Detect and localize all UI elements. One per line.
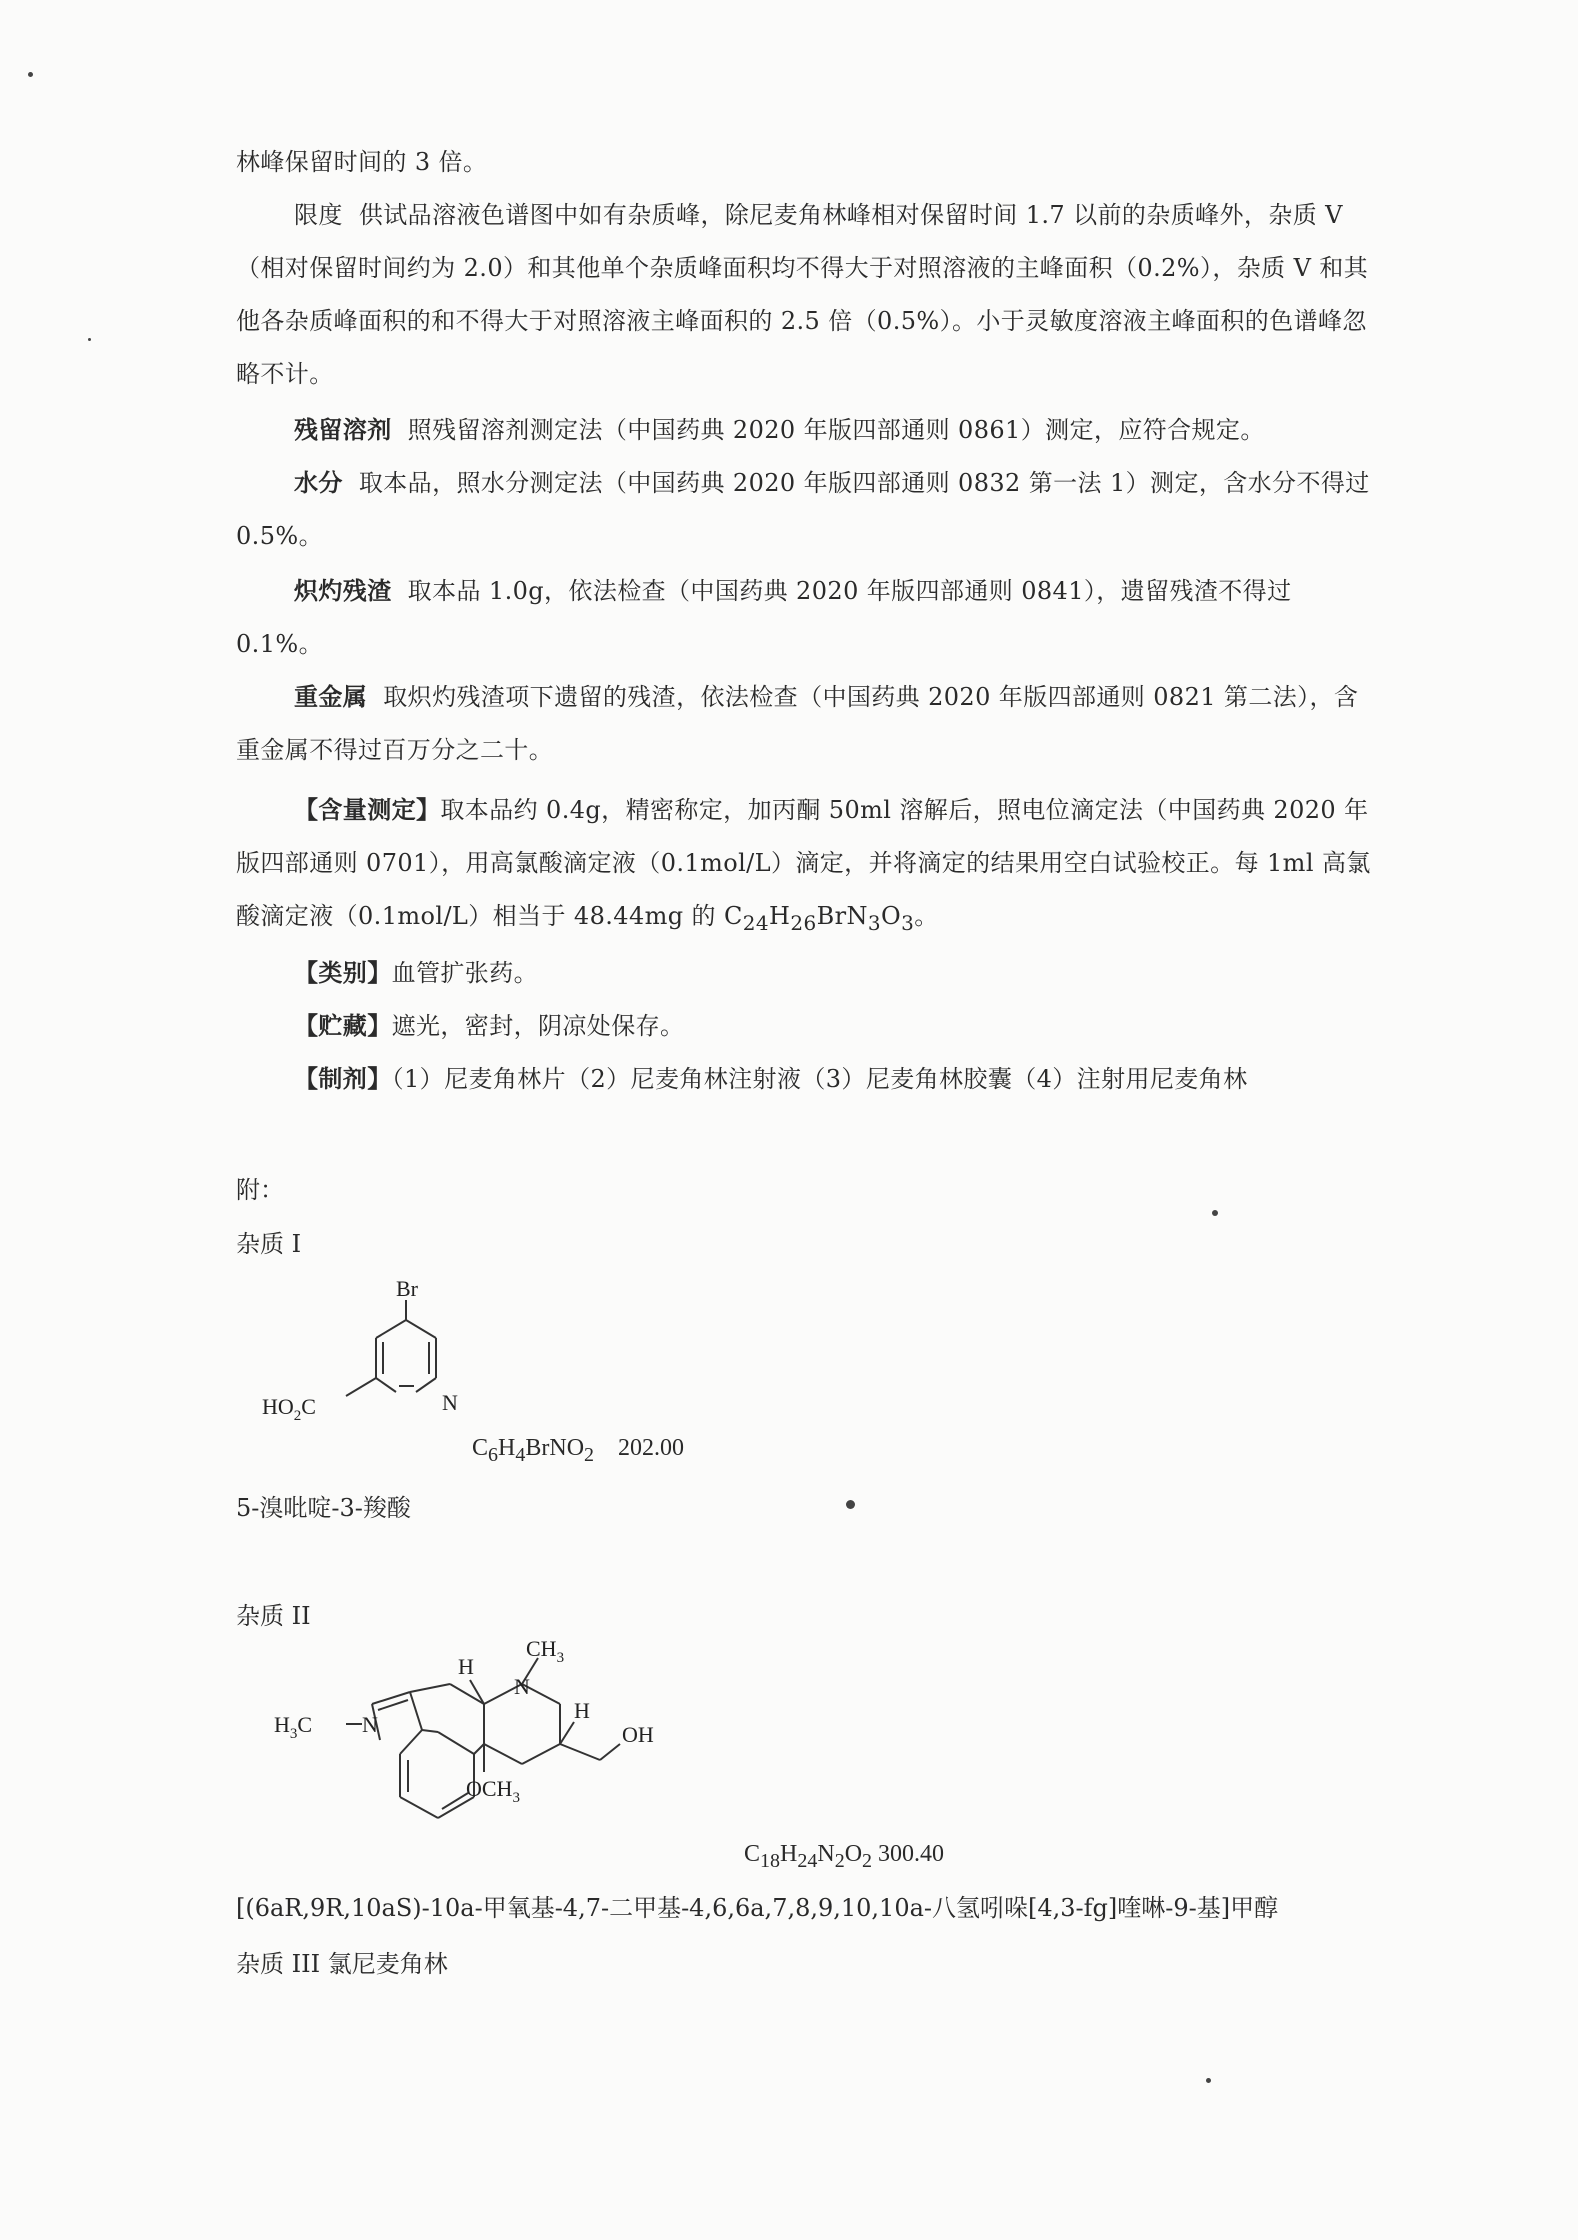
heavy-metals-heading: 重金属	[294, 683, 368, 711]
residual-solvent-heading: 残留溶剂	[294, 416, 392, 444]
scan-speck	[88, 338, 91, 341]
paragraph-heavy-metals	[236, 671, 1376, 777]
storage-heading: 【贮藏】	[294, 1012, 392, 1040]
scan-speck	[28, 72, 33, 77]
structure-h-top: H	[458, 1654, 474, 1679]
structure-n-ring: N	[514, 1674, 530, 1699]
preparations-text: （1）尼麦角林片（2）尼麦角林注射液（3）尼麦角林胶囊（4）注射用尼麦角林	[391, 1065, 1248, 1093]
paragraph-category	[236, 947, 1376, 1000]
paragraph-retention-text: 林峰保留时间的 3 倍。	[236, 148, 488, 176]
paragraph-retention	[236, 136, 1376, 189]
limit-heading: 限度	[294, 201, 343, 229]
pyridine-ring	[346, 1300, 436, 1396]
structure-h-right: H	[574, 1698, 590, 1723]
structure-ch3-top: $CH_3$	[526, 1636, 565, 1666]
structure-n-label: N	[442, 1390, 458, 1415]
assay-heading: 【含量测定】	[294, 796, 441, 824]
paragraph-water	[236, 457, 1376, 563]
residual-solvent-text: 照残留溶剂测定法（中国药典 2020 年版四部通则 0861）测定，应符合规定。	[407, 416, 1265, 444]
paragraph-assay	[236, 784, 1376, 950]
impurity-2-structure	[262, 1632, 742, 1842]
impurity-1-name: 5-溴吡啶-3-羧酸	[236, 1494, 411, 1522]
assay-formula: $C_{24}H_{26}BrN_3O_3$。	[724, 902, 939, 935]
limit-text: 供试品溶液色谱图中如有杂质峰，除尼麦角林峰相对保留时间 1.7 以前的杂质峰外，杂质 V（相对保留时间约为 2.0）和其他单个杂质峰面积均不得大于对照溶液的主峰面积（0.2%），杂质 V 和其他各杂质峰面积的和不得大于对照溶液主峰面积的 2.5 倍（0.5%）。小于灵敏度溶液主峰面积的色谱峰忽略不计。	[236, 201, 1369, 388]
heavy-metals-text: 取炽灼残渣项下遗留的残渣，依法检查（中国药典 2020 年版四部通则 0821 第二法），含重金属不得过百万分之二十。	[236, 683, 1359, 764]
scan-speck	[1212, 1210, 1218, 1216]
impurity-1-formula: $C_6H_4BrNO_2$ 202.00	[472, 1435, 685, 1466]
paragraph-limit	[236, 189, 1376, 401]
impurity-3-line	[236, 1948, 448, 1980]
impurity-3-label: 杂质 III	[236, 1950, 321, 1978]
impurity-1-label: 杂质 I	[236, 1230, 302, 1258]
impurity-2-formula: $C_{18}H_{24}N_2O_2$ 300.40	[744, 1841, 945, 1872]
water-heading: 水分	[294, 469, 343, 497]
structure-h3c: $H_3C$	[274, 1712, 313, 1742]
structure-ho2c-label: $HO_2C$	[262, 1394, 316, 1424]
category-heading: 【类别】	[294, 959, 392, 987]
paragraph-preparations	[236, 1053, 1376, 1106]
assay-text: 取本品约 0.4g，精密称定，加丙酮 50ml 溶解后，照电位滴定法（中国药典 2020 年版四部通则 0701），用高氯酸滴定液（0.1mol/L）滴定，并将滴定的结果用空白试验校正。每 1ml 高氯酸滴定液（0.1mol/L）相当于 48.44mg 的	[236, 796, 1371, 930]
scan-speck	[1206, 2078, 1211, 2083]
storage-text: 遮光，密封，阴凉处保存。	[391, 1012, 685, 1040]
preparations-heading: 【制剂】	[294, 1065, 392, 1093]
ignition-residue-heading: 炽灼残渣	[294, 577, 392, 605]
appendix-title: 附：	[236, 1176, 284, 1204]
paragraph-residual-solvent	[236, 404, 1376, 457]
structure-och3: $OCH_3$	[466, 1776, 520, 1806]
impurity-2-mw: 300.40	[878, 1841, 945, 1867]
structure-n-indole: N	[362, 1712, 378, 1737]
impurity-1-mw: 202.00	[618, 1435, 685, 1461]
impurity-2-label: 杂质 II	[236, 1602, 311, 1630]
impurity-3-name: 氯尼麦角林	[327, 1950, 448, 1978]
ignition-residue-text: 取本品 1.0g，依法检查（中国药典 2020 年版四部通则 0841），遗留残渣不得过 0.1%。	[236, 577, 1292, 658]
impurity-1-structure	[256, 1280, 476, 1450]
category-text: 血管扩张药。	[391, 959, 539, 987]
structure-br-label: Br	[396, 1280, 418, 1301]
impurity-2-name: [(6aR,9R,10aS)-10a-甲氧基-4,7-二甲基-4,6,6a,7,8,9,10,10a-八氢吲哚[4,3-fg]喹啉-9-基]甲醇	[236, 1894, 1279, 1922]
paragraph-storage	[236, 1000, 1376, 1053]
paragraph-ignition-residue	[236, 565, 1376, 671]
scan-speck	[846, 1500, 855, 1509]
water-text: 取本品，照水分测定法（中国药典 2020 年版四部通则 0832 第一法 1）测定，含水分不得过 0.5%。	[236, 469, 1370, 550]
structure-oh: OH	[622, 1722, 654, 1747]
